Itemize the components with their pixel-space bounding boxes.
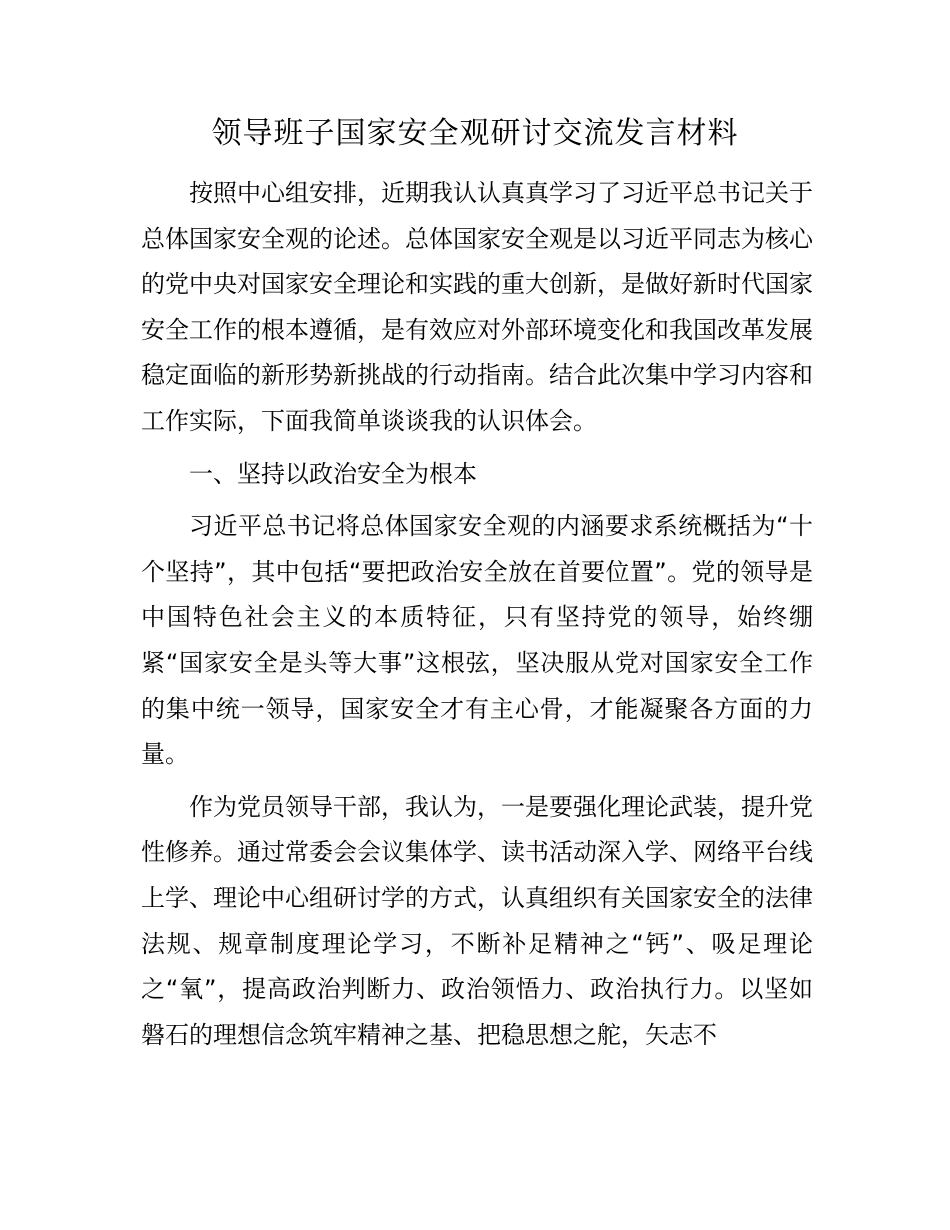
document-body — [141, 171, 813, 1058]
paragraph-political-security: 习近平总书记将总体国家安全观的内涵要求系统概括为“十个坚持”，其中包括“要把政治安全放在首要位置”。党的领导是中国特色社会主义的本质特征，只有坚持党的领导，始终绷紧“国家安全是头等大事”这根弦，坚决服从党对国家安全工作的集中统一领导，国家安全才有主心骨，才能凝聚各方面的力量。 — [141, 512, 813, 769]
paragraph-cadre-duties: 作为党员领导干部，我认为，一是要强化理论武装，提升党性修养。通过常委会会议集体学、读书活动深入学、网络平台线上学、理论中心组研讨学的方式，认真组织有关国家安全的法律法规、规章制度理论学习，不断补足精神之“钙”、吸足理论之“氧”，提高政治判断力、政治领悟力、政治执行力。以坚如磐石的理想信念筑牢精神之基、把稳思想之舵，矢志不 — [141, 792, 813, 1049]
section-heading-1: 一、坚持以政治安全为根本 — [189, 459, 477, 488]
document-title: 领导班子国家安全观研讨交流发言材料 — [211, 116, 739, 151]
paragraph-intro: 按照中心组安排，近期我认认真真学习了习近平总书记关于总体国家安全观的论述。总体国家安全观是以习近平同志为核心的党中央对国家安全理论和实践的重大创新，是做好新时代国家安全工作的根本遵循，是有效应对外部环境变化和我国改革发展稳定面临的新形势新挑战的行动指南。结合此次集中学习内容和工作实际，下面我简单谈谈我的认识体会。 — [141, 179, 813, 435]
